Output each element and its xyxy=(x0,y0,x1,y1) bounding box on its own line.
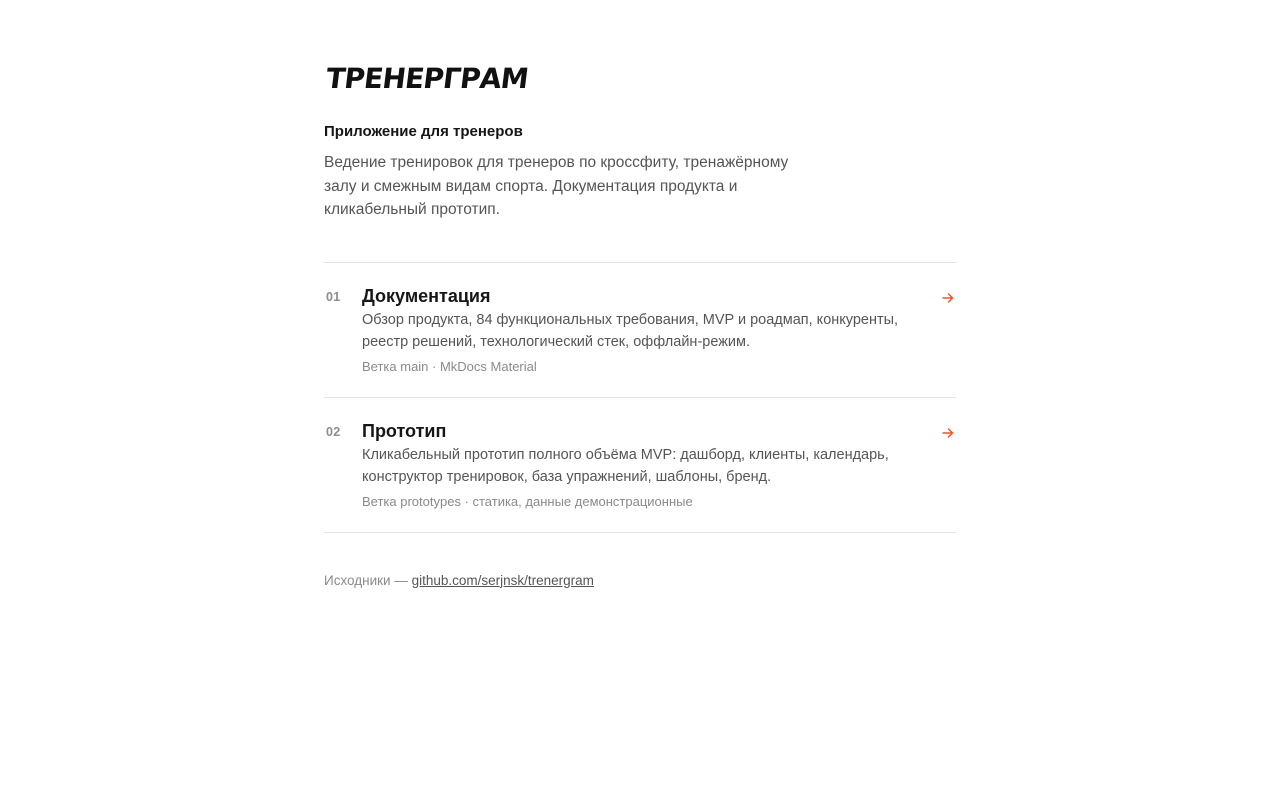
project-title: Документация xyxy=(362,285,491,306)
arrow-right-icon xyxy=(942,292,954,304)
project-description: Кликабельный прототип полного объёма MVP: дашборд, клиенты, календарь, конструктор тренировок, база упражнений, шаблоны, бренд. xyxy=(362,446,889,485)
project-link-prototype[interactable] xyxy=(324,398,956,533)
project-link-docs[interactable] xyxy=(324,263,956,398)
project-number: 01 xyxy=(326,289,341,304)
arrow-right-icon xyxy=(942,427,954,439)
project-list xyxy=(324,262,956,533)
footer xyxy=(324,573,956,589)
hero-subtitle: Приложение для тренеров xyxy=(324,123,523,140)
brand-logo: ТРЕНЕРГРАМ xyxy=(324,62,530,95)
github-link[interactable]: github.com/serjnsk/trenergram xyxy=(411,572,594,588)
footer-prefix: Исходники — xyxy=(324,572,408,588)
project-item-docs xyxy=(324,263,956,398)
project-meta: Ветка prototypes · статика, данные демонстрационные xyxy=(362,493,693,509)
page-content xyxy=(324,62,956,589)
project-number: 02 xyxy=(326,424,341,439)
project-meta: Ветка main · MkDocs Material xyxy=(362,358,537,374)
project-title: Прототип xyxy=(362,420,447,441)
project-item-prototype xyxy=(324,398,956,533)
project-description: Обзор продукта, 84 функциональных требования, MVP и роадмап, конкуренты, реестр решений, технологический стек, оффлайн-режим. xyxy=(362,311,899,350)
hero-intro: Ведение тренировок для тренеров по кроссфиту, тренажёрному залу и смежным видам спорта. Документация продукта и кликабельный прототип. xyxy=(324,154,789,218)
